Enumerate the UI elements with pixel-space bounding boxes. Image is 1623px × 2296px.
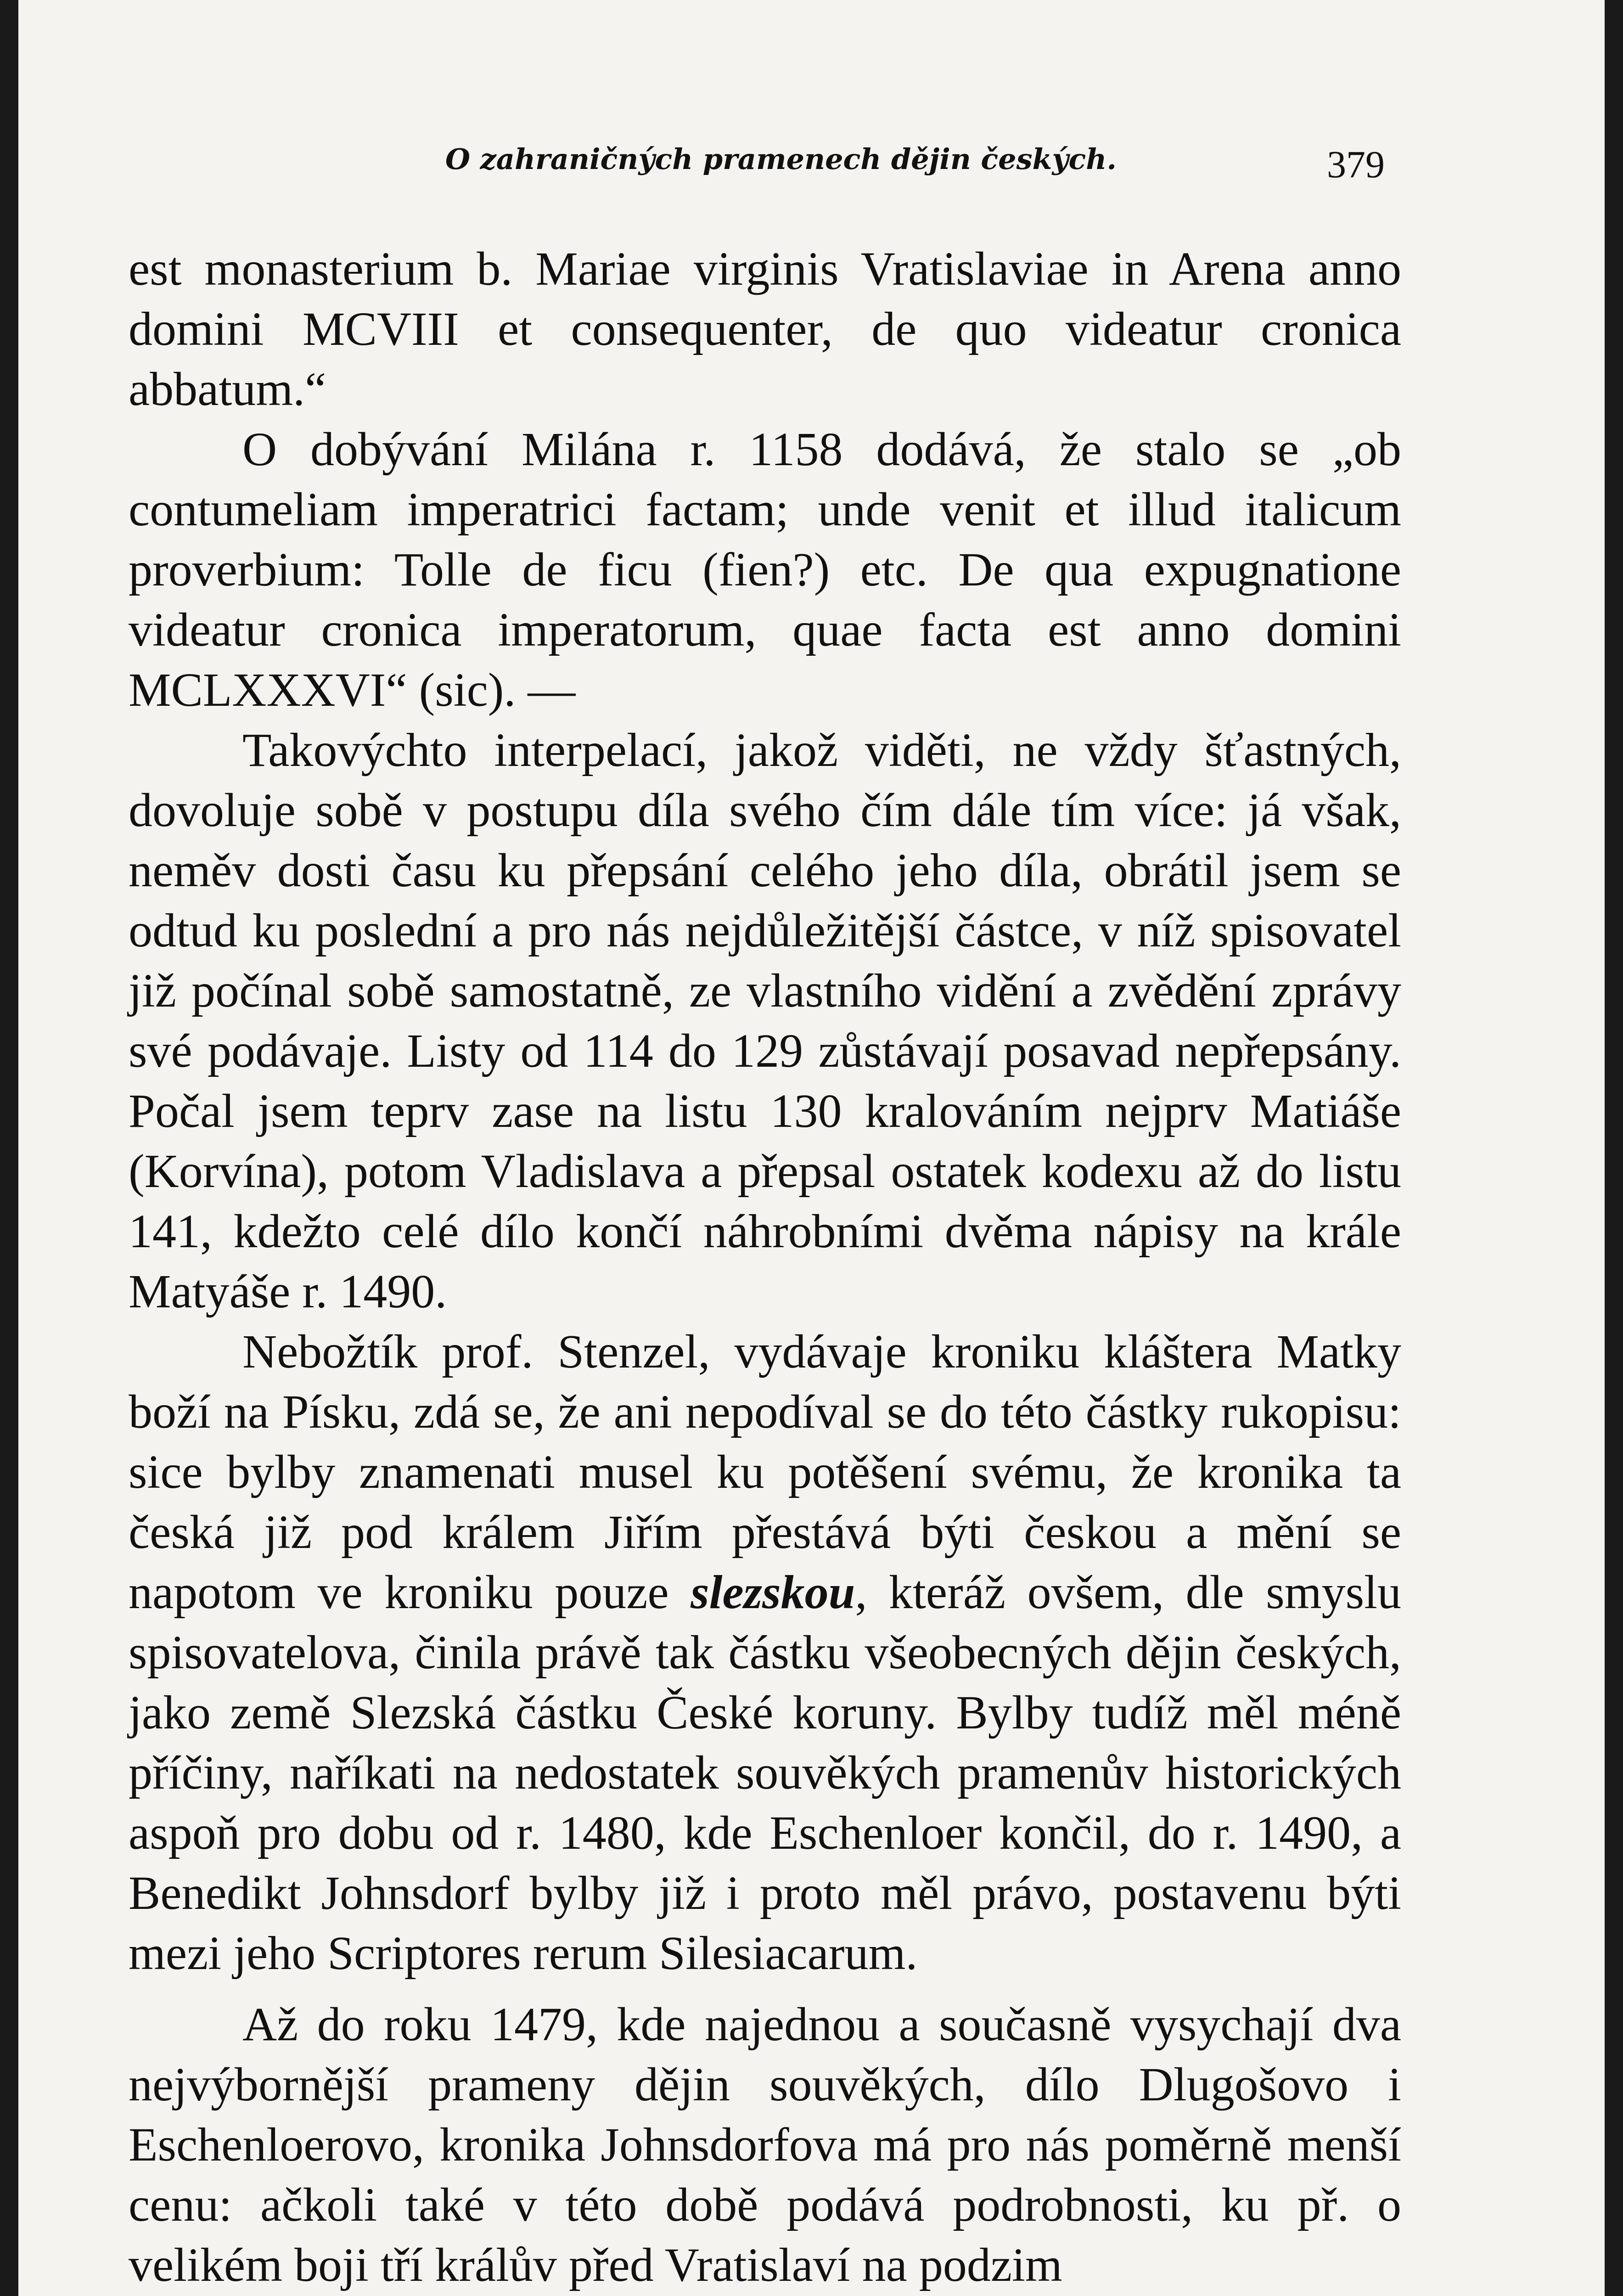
paragraph-4 (129, 1322, 1401, 1983)
emphasis-slezskou: slezskou (691, 1566, 855, 1619)
book-page (18, 0, 1605, 2296)
paragraph-2: O dobývání Milána r. 1158 dodává, že stalo se „ob contumeliam imperatrici factam; unde venit et illud italicum proverbium: Tolle de ficu (fien?) etc. De qua expugnatione videatur cronica imperatorum, quae facta est anno domini MCLXXXVI“ (sic). — (129, 423, 1401, 716)
running-head: O zahraničných pramenech dějin českých. (445, 142, 1117, 176)
paragraph-3: Takovýchto interpelací, jakož viděti, ne vždy šťastných, dovoluje sobě v postupu díla svého čím dále tím více: já však, neměv dosti času ku přepsání celého jeho díla, obrátil jsem se odtud ku poslední a pro nás nejdůležitější částce, v níž spisovatel již počínal sobě samostatně, ze vlastního vidění a zvědění zprávy své podávaje. Listy od 114 do 129 zůstávají posavad nepřepsány. Počal jsem teprv zase na listu 130 kralováním nejprv Matiáše (Korvína), potom Vladislava a přepsal ostatek kodexu až do listu 141, kdežto celé dílo končí náhrobními dvěma nápisy na krále Matyáše r. 1490. (129, 724, 1401, 1318)
body-text (129, 239, 1401, 2295)
page-number: 379 (1327, 143, 1385, 186)
paragraph-4-text-before: Nebožtík prof. Stenzel, vydávaje kroniku kláštera Matky boží na Písku, zdá se, že ani nepodíval se do této částky rukopisu: sice bylby znamenati musel ku potěšení svému, že kronika ta česká již pod králem Jiřím přestává býti českou a mění se napotom ve kroniku pouze (129, 1325, 1401, 1619)
paragraph-5: Až do roku 1479, kde najednou a současně vysychají dva nejvýbornější prameny dějin souvěkých, dílo Dlugošovo i Eschenloerovo, kronika Johnsdorfova má pro nás poměrně menší cenu: ačkoli také v této době podává podrobnosti, ku př. o velikém boji tří králův před Vratislaví na podzim (129, 1998, 1401, 2291)
paragraph-1: est monasterium b. Mariae virginis Vratislaviae in Arena anno domini MCVIII et consequenter, de quo videatur cronica abbatum.“ (129, 242, 1401, 416)
paragraph-4-text-after: , kteráž ovšem, dle smyslu spisovatelova, činila právě tak částku všeobecných dějin českých, jako země Slezská částku České koruny. Bylby tudíž měl méně příčiny, naříkati na nedostatek souvěkých pramenův historických aspoň pro dobu od r. 1480, kde Eschenloer končil, do r. 1490, a Benedikt Johnsdorf bylby již i proto měl právo, postavenu býti mezi jeho Scriptores rerum Silesiacarum. (129, 1566, 1401, 1980)
